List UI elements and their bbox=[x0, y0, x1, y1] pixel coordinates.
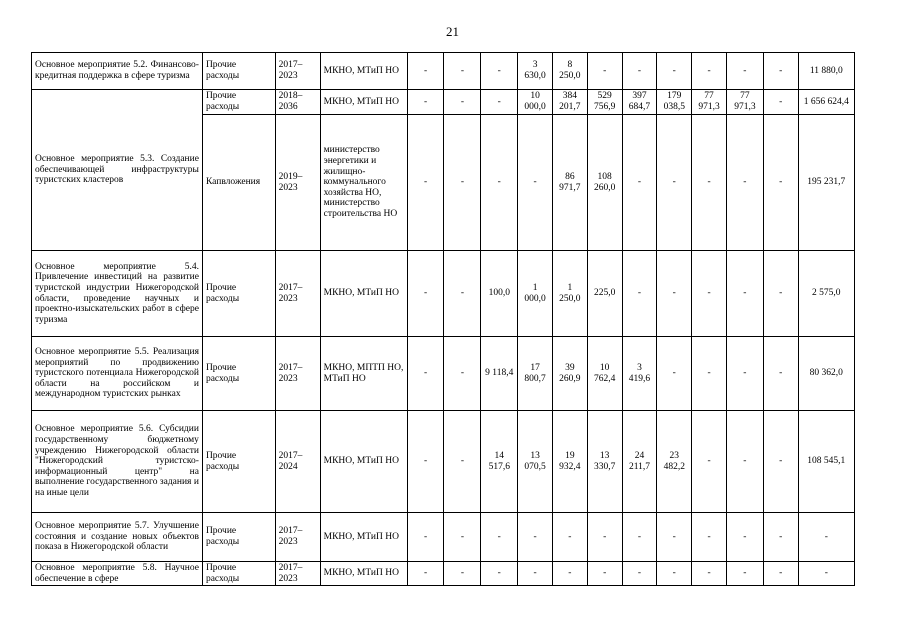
value-cell: 10 000,0 bbox=[518, 90, 553, 115]
executors: МКНО, МТиП НО bbox=[320, 562, 407, 586]
table-body bbox=[32, 53, 855, 586]
period: 2017–2023 bbox=[275, 562, 320, 586]
value-cell: - bbox=[622, 115, 657, 251]
executors: МКНО, МТиП НО bbox=[320, 251, 407, 337]
funding-source: Прочие расходы bbox=[202, 562, 275, 586]
total-cell: 1 656 624,4 bbox=[798, 90, 854, 115]
value-cell: - bbox=[692, 562, 727, 586]
table-row bbox=[32, 513, 855, 562]
total-cell: 108 545,1 bbox=[798, 411, 854, 513]
value-cell: - bbox=[763, 513, 798, 562]
activity-description: Основное мероприятие 5.5. Реализация мероприятий по продвижению туристского потенциала Нижегородской области на российском и международном туристских рынках bbox=[32, 337, 203, 411]
value-cell: - bbox=[657, 53, 692, 90]
activity-description: Основное мероприятие 5.2. Финансово-кредитная поддержка в сфере туризма bbox=[32, 53, 203, 90]
value-cell: - bbox=[481, 562, 518, 586]
executors: МКНО, МТиП НО bbox=[320, 90, 407, 115]
value-cell: - bbox=[726, 513, 763, 562]
value-cell: 1 000,0 bbox=[518, 251, 553, 337]
value-cell: - bbox=[444, 90, 481, 115]
value-cell: 17 800,7 bbox=[518, 337, 553, 411]
value-cell: - bbox=[726, 251, 763, 337]
value-cell: - bbox=[726, 53, 763, 90]
value-cell: - bbox=[692, 115, 727, 251]
value-cell: - bbox=[407, 337, 444, 411]
executors: МКНО, МТиП НО bbox=[320, 411, 407, 513]
value-cell: - bbox=[444, 337, 481, 411]
value-cell: - bbox=[657, 562, 692, 586]
period: 2017–2023 bbox=[275, 337, 320, 411]
value-cell: 19 932,4 bbox=[552, 411, 587, 513]
period: 2017–2023 bbox=[275, 513, 320, 562]
total-cell: - bbox=[798, 562, 854, 586]
value-cell: 225,0 bbox=[587, 251, 622, 337]
value-cell: - bbox=[726, 337, 763, 411]
value-cell: - bbox=[657, 251, 692, 337]
value-cell: 384 201,7 bbox=[552, 90, 587, 115]
value-cell: - bbox=[518, 115, 553, 251]
value-cell: - bbox=[726, 115, 763, 251]
funding-source: Прочие расходы bbox=[202, 90, 275, 115]
table-row bbox=[32, 53, 855, 90]
value-cell: - bbox=[444, 115, 481, 251]
value-cell: - bbox=[444, 251, 481, 337]
value-cell: - bbox=[407, 115, 444, 251]
value-cell: 10 762,4 bbox=[587, 337, 622, 411]
value-cell: - bbox=[481, 90, 518, 115]
value-cell: 108 260,0 bbox=[587, 115, 622, 251]
activity-description: Основное мероприятие 5.8. Научное обеспечение в сфере bbox=[32, 562, 203, 586]
funding-source: Капвложения bbox=[202, 115, 275, 251]
value-cell: - bbox=[622, 562, 657, 586]
value-cell: - bbox=[657, 115, 692, 251]
total-cell: 195 231,7 bbox=[798, 115, 854, 251]
value-cell: - bbox=[726, 562, 763, 586]
total-cell: 11 880,0 bbox=[798, 53, 854, 90]
total-cell: 2 575,0 bbox=[798, 251, 854, 337]
value-cell: 397 684,7 bbox=[622, 90, 657, 115]
value-cell: - bbox=[518, 562, 553, 586]
funding-source: Прочие расходы bbox=[202, 513, 275, 562]
value-cell: - bbox=[657, 337, 692, 411]
table-row bbox=[32, 411, 855, 513]
value-cell: - bbox=[657, 513, 692, 562]
value-cell: 13 070,5 bbox=[518, 411, 553, 513]
value-cell: - bbox=[407, 562, 444, 586]
value-cell: - bbox=[444, 513, 481, 562]
value-cell: - bbox=[407, 90, 444, 115]
value-cell: 3 419,6 bbox=[622, 337, 657, 411]
executors: МКНО, МПТП НО, МТиП НО bbox=[320, 337, 407, 411]
value-cell: - bbox=[552, 513, 587, 562]
funding-source: Прочие расходы bbox=[202, 411, 275, 513]
value-cell: - bbox=[692, 411, 727, 513]
value-cell: - bbox=[726, 411, 763, 513]
value-cell: 1 250,0 bbox=[552, 251, 587, 337]
value-cell: 100,0 bbox=[481, 251, 518, 337]
executors: МКНО, МТиП НО bbox=[320, 53, 407, 90]
value-cell: - bbox=[692, 337, 727, 411]
value-cell: - bbox=[692, 513, 727, 562]
executors: МКНО, МТиП НО bbox=[320, 513, 407, 562]
value-cell: - bbox=[763, 53, 798, 90]
value-cell: - bbox=[763, 337, 798, 411]
value-cell: - bbox=[444, 411, 481, 513]
activity-description: Основное мероприятие 5.3. Создание обеспечивающей инфраструктуры туристских кластеров bbox=[32, 90, 203, 251]
funding-source: Прочие расходы bbox=[202, 251, 275, 337]
value-cell: 14 517,6 bbox=[481, 411, 518, 513]
funding-source: Прочие расходы bbox=[202, 53, 275, 90]
value-cell: 23 482,2 bbox=[657, 411, 692, 513]
table-row bbox=[32, 90, 855, 115]
value-cell: 13 330,7 bbox=[587, 411, 622, 513]
value-cell: - bbox=[622, 53, 657, 90]
value-cell: - bbox=[481, 115, 518, 251]
value-cell: - bbox=[407, 53, 444, 90]
executors: министерство энергетики и жилищно-коммунального хозяйства НО, министерство строительства НО bbox=[320, 115, 407, 251]
value-cell: - bbox=[763, 411, 798, 513]
program-activities-table bbox=[31, 52, 855, 586]
value-cell: - bbox=[763, 562, 798, 586]
table-row bbox=[32, 251, 855, 337]
value-cell: - bbox=[692, 53, 727, 90]
value-cell: - bbox=[518, 513, 553, 562]
value-cell: - bbox=[622, 513, 657, 562]
value-cell: - bbox=[407, 411, 444, 513]
value-cell: - bbox=[763, 90, 798, 115]
value-cell: - bbox=[444, 53, 481, 90]
value-cell: 24 211,7 bbox=[622, 411, 657, 513]
value-cell: - bbox=[622, 251, 657, 337]
value-cell: 77 971,3 bbox=[692, 90, 727, 115]
value-cell: 39 260,9 bbox=[552, 337, 587, 411]
value-cell: 3 630,0 bbox=[518, 53, 553, 90]
value-cell: - bbox=[552, 562, 587, 586]
period: 2019–2023 bbox=[275, 115, 320, 251]
value-cell: 8 250,0 bbox=[552, 53, 587, 90]
value-cell: 9 118,4 bbox=[481, 337, 518, 411]
activity-description: Основное мероприятие 5.7. Улучшение состояния и создание новых объектов показа в Нижегородской области bbox=[32, 513, 203, 562]
period: 2017–2024 bbox=[275, 411, 320, 513]
value-cell: - bbox=[587, 53, 622, 90]
value-cell: - bbox=[763, 251, 798, 337]
value-cell: - bbox=[587, 562, 622, 586]
value-cell: - bbox=[587, 513, 622, 562]
period: 2017–2023 bbox=[275, 251, 320, 337]
funding-source: Прочие расходы bbox=[202, 337, 275, 411]
value-cell: - bbox=[692, 251, 727, 337]
value-cell: 77 971,3 bbox=[726, 90, 763, 115]
value-cell: 179 038,5 bbox=[657, 90, 692, 115]
value-cell: - bbox=[763, 115, 798, 251]
activity-description: Основное мероприятие 5.4. Привлечение инвестиций на развитие туристской индустрии Нижегородской области, проведение научных и проектно-изыскательских работ в сфере туризма bbox=[32, 251, 203, 337]
value-cell: - bbox=[407, 513, 444, 562]
activity-description: Основное мероприятие 5.6. Субсидии государственному бюджетному учреждению Нижегородской области "Нижегородский туристско-информационный центр" на выполнение государственного задания и на иные цели bbox=[32, 411, 203, 513]
value-cell: - bbox=[407, 251, 444, 337]
table-row bbox=[32, 562, 855, 586]
value-cell: 86 971,7 bbox=[552, 115, 587, 251]
total-cell: - bbox=[798, 513, 854, 562]
value-cell: - bbox=[481, 53, 518, 90]
value-cell: - bbox=[444, 562, 481, 586]
value-cell: - bbox=[481, 513, 518, 562]
page-number: 21 bbox=[446, 24, 459, 39]
period: 2017–2023 bbox=[275, 53, 320, 90]
value-cell: 529 756,9 bbox=[587, 90, 622, 115]
period: 2018–2036 bbox=[275, 90, 320, 115]
total-cell: 80 362,0 bbox=[798, 337, 854, 411]
table-row bbox=[32, 337, 855, 411]
